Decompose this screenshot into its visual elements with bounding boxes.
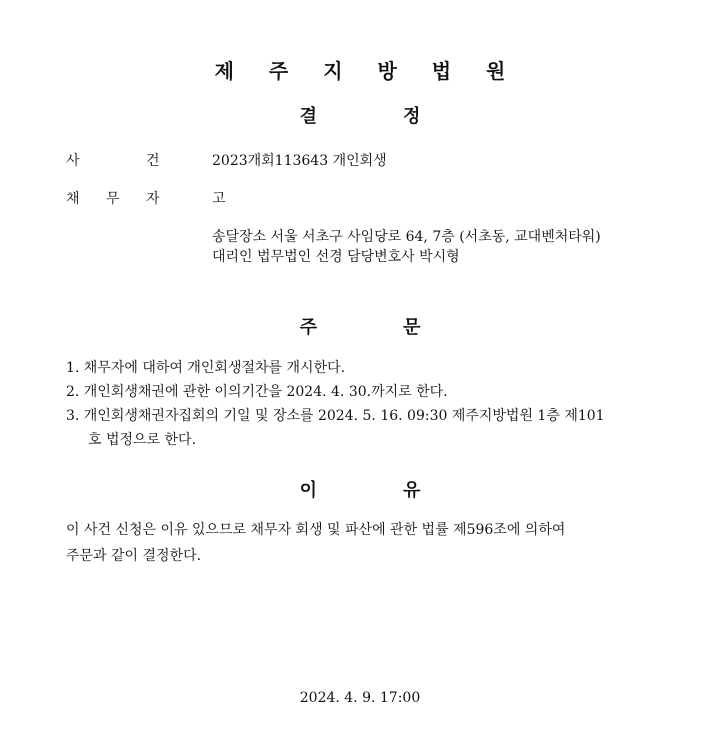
case-label bbox=[66, 150, 186, 170]
reason-section-title bbox=[0, 476, 720, 502]
order-title-char-1: 주 bbox=[299, 317, 317, 338]
order-item-2: 2. 개인회생채권에 관한 이의기간을 2024. 4. 30.까지로 한다. bbox=[66, 384, 448, 400]
debtor-label bbox=[66, 188, 186, 208]
document-title bbox=[0, 102, 720, 128]
reason-line-2: 주문과 같이 결정한다. bbox=[66, 548, 202, 564]
debtor-representative: 대리인 법무법인 선경 담당변호사 박시형 bbox=[212, 249, 460, 265]
case-number: 2023개회113643 개인회생 bbox=[212, 153, 387, 169]
reason-title-char-1: 이 bbox=[299, 480, 317, 501]
order-title-char-2: 문 bbox=[403, 317, 421, 338]
debtor-name: 고 bbox=[212, 191, 226, 207]
order-item-3: 3. 개인회생채권자집회의 기일 및 장소를 2024. 5. 16. 09:30 제주지방법원 1층 제101 bbox=[66, 408, 605, 424]
debtor-label-char-2: 무 bbox=[106, 191, 120, 207]
order-item-3-continuation: 호 법정으로 한다. bbox=[88, 432, 197, 448]
debtor-label-char-1: 채 bbox=[66, 191, 80, 207]
debtor-label-char-3: 자 bbox=[146, 191, 160, 207]
reason-line-1: 이 사건 신청은 이유 있으므로 채무자 회생 및 파산에 관한 법률 제596조에 의하여 bbox=[66, 522, 566, 538]
order-item-1: 1. 채무자에 대하여 개인회생절차를 개시한다. bbox=[66, 360, 346, 376]
document-title-char-1: 결 bbox=[299, 106, 317, 127]
court-name: 제 주 지 방 법 원 bbox=[214, 59, 520, 83]
order-section-title bbox=[0, 313, 720, 339]
document-title-char-2: 정 bbox=[403, 106, 421, 127]
reason-title-char-2: 유 bbox=[403, 480, 421, 501]
debtor-service-address: 송달장소 서울 서초구 사임당로 64, 7층 (서초동, 교대벤처타워) bbox=[212, 229, 601, 245]
decision-date: 2024. 4. 9. 17:00 bbox=[299, 690, 421, 706]
case-label-char-2: 건 bbox=[146, 153, 160, 169]
case-label-char-1: 사 bbox=[66, 153, 80, 169]
